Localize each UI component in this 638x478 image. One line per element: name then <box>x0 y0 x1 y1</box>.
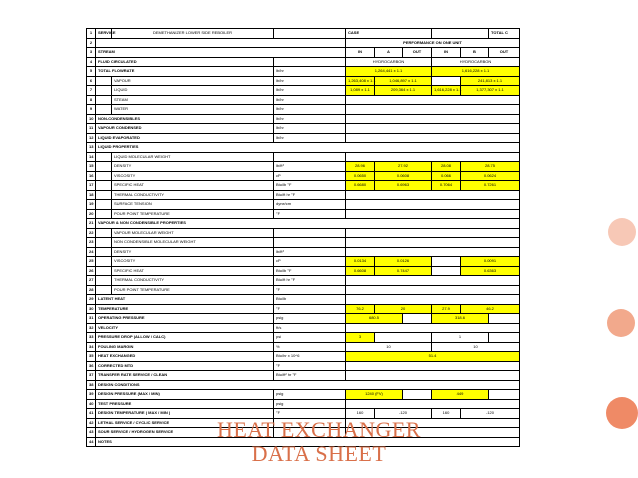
performance-label: PERFORMANCE ON ONE UNIT <box>346 38 520 48</box>
blank-cell <box>346 276 520 286</box>
value-out-b: 28.75 <box>461 162 520 172</box>
unit-cell: Btu/lb <box>274 295 346 305</box>
row-label: NON-CONDENSIBLES <box>96 114 274 124</box>
decorative-circle-mid <box>607 309 635 337</box>
table-row <box>87 390 520 400</box>
slide-title <box>0 418 638 466</box>
table-row <box>87 86 520 96</box>
header-row-3 <box>87 48 520 58</box>
value-in-b <box>432 76 461 86</box>
data-sheet-table <box>86 28 520 447</box>
row-number: 41 <box>87 409 96 419</box>
row-number: 36 <box>87 361 96 371</box>
value-b: 318.6 <box>432 314 489 324</box>
row-label: STEAM <box>112 95 274 105</box>
heat-exchanged-value: 51.4 <box>346 352 520 362</box>
table-row <box>87 333 520 343</box>
blank-cell <box>346 361 520 371</box>
blank-cell <box>346 133 520 143</box>
table-row <box>87 257 520 267</box>
row-number: 11 <box>87 124 96 134</box>
blank-cell <box>96 152 112 162</box>
unit-cell: ft/s <box>274 323 346 333</box>
design-temp-out-a: -120 <box>375 409 432 419</box>
unit-cell: lb/hr <box>274 105 346 115</box>
row-label: POUR POINT TEMPERATURE <box>112 285 274 295</box>
fouling-b: 10 <box>432 342 520 352</box>
blank-cell <box>489 333 520 343</box>
table-row <box>87 190 520 200</box>
section-heading: DESIGN CONDITIONS <box>96 380 520 390</box>
blank-cell <box>403 390 432 400</box>
blank-cell <box>96 247 112 257</box>
value-out-b: 0.6363 <box>461 266 520 276</box>
blank-cell <box>403 314 432 324</box>
unit-cell: psi <box>274 333 346 343</box>
table-row <box>87 219 520 229</box>
row-number: 5 <box>87 67 96 77</box>
unit-cell: °F <box>274 361 346 371</box>
value-in-b <box>432 257 461 267</box>
row-number: 21 <box>87 219 96 229</box>
unit-cell: °F <box>274 409 346 419</box>
value-out-b: 241,813 x 1.1 <box>461 76 520 86</box>
row-label: THERMAL CONDUCTIVITY <box>112 276 274 286</box>
unit-cell: Btu/ft² hr °F <box>274 371 346 381</box>
unit-cell: lb/hr <box>274 67 346 77</box>
row-number: 13 <box>87 143 96 153</box>
service-label: SERVICE <box>96 29 112 39</box>
out-b-header: OUT <box>489 48 520 58</box>
row-label: SOUR SERVICE / HYDROGEN SERVICE <box>96 428 274 438</box>
total-label: TOTAL C <box>489 29 520 39</box>
row-number: 14 <box>87 152 96 162</box>
in-b-header: IN <box>432 48 461 58</box>
table-row <box>87 105 520 115</box>
table-row <box>87 76 520 86</box>
table-row <box>87 342 520 352</box>
row-number: 17 <box>87 181 96 191</box>
value-a: 1240 (FV) <box>346 390 403 400</box>
blank-cell <box>96 257 112 267</box>
unit-cell: lb/hr <box>274 114 346 124</box>
decorative-circle-light <box>608 218 636 246</box>
unit-cell: dyne/cm <box>274 200 346 210</box>
row-number: 44 <box>87 437 96 447</box>
allow-a: 3 <box>346 333 375 343</box>
unit-cell <box>274 57 346 67</box>
row-label: DESIGN TEMPERATURE ( MAX / MIN ) <box>96 409 274 419</box>
row-number: 43 <box>87 428 96 438</box>
blank-cell <box>346 105 520 115</box>
stream-label: STREAM <box>96 48 346 58</box>
row-number: 37 <box>87 371 96 381</box>
value-out-b: 0.0091 <box>461 257 520 267</box>
row-label: HEAT EXCHANGED <box>96 352 274 362</box>
value-out-a: 209,364 x 1.1 <box>375 86 432 96</box>
row-label: THERMAL CONDUCTIVITY <box>112 190 274 200</box>
unit-cell: Btu/hr x 10^6 <box>274 352 346 362</box>
row-number: 1 <box>87 29 96 39</box>
row-label: FOULING MARGIN <box>96 342 274 352</box>
value-in-b: 27.9 <box>432 304 461 314</box>
row-number: 12 <box>87 133 96 143</box>
row-label: LIQUID MOLECULAR WEIGHT <box>112 152 274 162</box>
table-row <box>87 228 520 238</box>
section-heading: VAPOUR & NON CONDENSIBLE PROPERTIES <box>96 219 520 229</box>
row-number: 7 <box>87 86 96 96</box>
row-number: 30 <box>87 304 96 314</box>
row-label: VISCOSITY <box>112 257 274 267</box>
blank-cell <box>489 390 520 400</box>
value-in-a: 0.6608 <box>346 266 375 276</box>
row-label: VAPOUR MOLECULAR WEIGHT <box>112 228 274 238</box>
value-in-a: 1,263,408 x 1.1 <box>346 76 375 86</box>
value-in-b: 0.7064 <box>432 181 461 191</box>
table-row <box>87 323 520 333</box>
unit-cell: cP <box>274 171 346 181</box>
unit-cell: Btu/ft hr °F <box>274 276 346 286</box>
value-in-a: 0.0650 <box>346 171 375 181</box>
table-row <box>87 285 520 295</box>
row-number: 9 <box>87 105 96 115</box>
table-row <box>87 304 520 314</box>
unit-cell: lb/hr <box>274 76 346 86</box>
row-number: 26 <box>87 266 96 276</box>
row-label: PRESSURE DROP (ALLOW / CALC) <box>96 333 274 343</box>
value-in-a: 28.96 <box>346 162 375 172</box>
row-label: SPECIFIC HEAT <box>112 266 274 276</box>
blank-cell <box>346 285 520 295</box>
row-number: 19 <box>87 200 96 210</box>
row-label: LIQUID <box>112 86 274 96</box>
row-number: 38 <box>87 380 96 390</box>
table-row <box>87 238 520 248</box>
row-number: 35 <box>87 352 96 362</box>
blank-cell <box>346 95 520 105</box>
table-row <box>87 124 520 134</box>
unit-cell: psig <box>274 399 346 409</box>
unit-cell: lb/hr <box>274 133 346 143</box>
unit-cell: % <box>274 342 346 352</box>
blank-cell <box>432 29 489 39</box>
unit-cell: °F <box>274 209 346 219</box>
value-in-b: 1,616,228 x 1.1 <box>432 86 461 96</box>
row-number: 29 <box>87 295 96 305</box>
value-out-a: 0.0126 <box>375 257 432 267</box>
slide-title-line-2: DATA SHEET <box>251 441 387 466</box>
table-row <box>87 380 520 390</box>
row-number: 32 <box>87 323 96 333</box>
blank-cell <box>96 200 112 210</box>
blank-cell <box>96 86 112 96</box>
row-label: POUR POINT TEMPERATURE <box>112 209 274 219</box>
value-out-a: 0.7447 <box>375 266 432 276</box>
row-number: 25 <box>87 257 96 267</box>
value-out-b: 0.0624 <box>461 171 520 181</box>
unit-cell: °F <box>274 304 346 314</box>
row-number: 31 <box>87 314 96 324</box>
header-row-2 <box>87 38 520 48</box>
blank-cell <box>346 200 520 210</box>
unit-cell: lb/hr <box>274 86 346 96</box>
unit-cell: cP <box>274 257 346 267</box>
value-a: 680.5 <box>346 314 403 324</box>
row-number: 8 <box>87 95 96 105</box>
row-label: OPERATING PRESSURE <box>96 314 274 324</box>
table-row <box>87 266 520 276</box>
value-in-a: 1,089 x 1.1 <box>346 86 375 96</box>
table-row <box>87 152 520 162</box>
service-value: DEMETHANIZER LOWER SIDE REBOILER <box>112 29 274 39</box>
row-label: LETHAL SERVICE / CYCLIC SERVICE <box>96 418 274 428</box>
value-out-a: 1,046,897 x 1.1 <box>375 76 432 86</box>
row-number: 39 <box>87 390 96 400</box>
table-row <box>87 399 520 409</box>
table-row <box>87 133 520 143</box>
table-row <box>87 371 520 381</box>
fluid-a: HYDROCARBON <box>346 57 432 67</box>
value-out-a: 20 <box>375 304 432 314</box>
row-label: CORRECTED MTD <box>96 361 274 371</box>
value-in-a: 76.2 <box>346 304 375 314</box>
blank-cell <box>96 266 112 276</box>
blank-cell <box>346 371 520 381</box>
row-number: 20 <box>87 209 96 219</box>
value-out-b: 1,377,307 x 1.1 <box>461 86 520 96</box>
table-row <box>87 361 520 371</box>
row-label: LIQUID EVAPORATED <box>96 133 274 143</box>
blank-cell <box>346 295 520 305</box>
unit-cell: Btu/ft hr °F <box>274 190 346 200</box>
row-label: VAPOUR CONDENSED <box>96 124 274 134</box>
table-row <box>87 200 520 210</box>
row-label: VAPOUR <box>112 76 274 86</box>
blank-cell <box>346 323 520 333</box>
table-row <box>87 143 520 153</box>
b-header: B <box>461 48 489 58</box>
value-in-a: 0.6680 <box>346 181 375 191</box>
row-number: 10 <box>87 114 96 124</box>
value-in-b <box>432 266 461 276</box>
table-row <box>87 295 520 305</box>
row-label: DENSITY <box>112 162 274 172</box>
table-row <box>87 276 520 286</box>
blank-cell <box>375 333 432 343</box>
blank-cell <box>96 209 112 219</box>
row-label: SPECIFIC HEAT <box>112 181 274 191</box>
section-heading: NOTES <box>96 437 520 447</box>
unit-cell: Btu/lb °F <box>274 181 346 191</box>
table-row <box>87 114 520 124</box>
blank-cell <box>96 76 112 86</box>
blank-cell <box>96 285 112 295</box>
blank-cell <box>96 95 112 105</box>
blank-cell <box>274 29 346 39</box>
fluid-b: HYDROCARBON <box>432 57 520 67</box>
row-number: 3 <box>87 48 96 58</box>
blank-cell <box>96 105 112 115</box>
row-label: TRANSFER RATE SERVICE / CLEAN <box>96 371 274 381</box>
row-number: 22 <box>87 228 96 238</box>
blank-cell <box>96 190 112 200</box>
row-label: DESIGN PRESSURE (MAX / MIN) <box>96 390 274 400</box>
a-header: A <box>375 48 403 58</box>
blank-cell <box>489 314 520 324</box>
flowrate-a: 1,264,441 x 1.1 <box>346 67 432 77</box>
blank-cell <box>346 124 520 134</box>
blank-cell <box>346 228 520 238</box>
unit-cell: lb/ft³ <box>274 247 346 257</box>
blank-cell <box>96 38 346 48</box>
row-number: 2 <box>87 38 96 48</box>
design-temp-in-b: 160 <box>432 409 461 419</box>
row-number: 28 <box>87 285 96 295</box>
table-row <box>87 171 520 181</box>
unit-cell: Btu/lb °F <box>274 266 346 276</box>
row-number: 33 <box>87 333 96 343</box>
row-number: 18 <box>87 190 96 200</box>
row-number: 40 <box>87 399 96 409</box>
unit-cell <box>274 228 346 238</box>
blank-cell <box>96 162 112 172</box>
blank-cell <box>96 181 112 191</box>
row-number: 27 <box>87 276 96 286</box>
allow-b: 1 <box>432 333 489 343</box>
value-in-b: 28.08 <box>432 162 461 172</box>
row-number: 4 <box>87 57 96 67</box>
blank-cell <box>96 228 112 238</box>
blank-cell <box>346 247 520 257</box>
value-out-a: 27.92 <box>375 162 432 172</box>
header-row-1 <box>87 29 520 39</box>
unit-cell: psig <box>274 314 346 324</box>
unit-cell: °F <box>274 285 346 295</box>
case-label: CASE <box>346 29 432 39</box>
row-label: DENSITY <box>112 247 274 257</box>
flowrate-b: 1,616,228 x 1.1 <box>432 67 520 77</box>
design-temp-in-a: 160 <box>346 409 375 419</box>
out-a-header: OUT <box>403 48 432 58</box>
blank-cell <box>346 399 520 409</box>
table-row <box>87 57 520 67</box>
value-in-a: 0.0134 <box>346 257 375 267</box>
unit-cell <box>274 238 346 248</box>
row-number: 15 <box>87 162 96 172</box>
value-out-a: 0.0608 <box>375 171 432 181</box>
row-number: 6 <box>87 76 96 86</box>
in-a-header: IN <box>346 48 375 58</box>
unit-cell: psig <box>274 390 346 400</box>
row-label: WATER <box>112 105 274 115</box>
row-label: NON CONDENSIBLE MOLECULAR WEIGHT <box>112 238 274 248</box>
blank-cell <box>96 238 112 248</box>
value-out-b: 0.7261 <box>461 181 520 191</box>
table-row <box>87 314 520 324</box>
blank-cell <box>96 171 112 181</box>
row-number: 16 <box>87 171 96 181</box>
unit-cell <box>274 152 346 162</box>
row-label: SURFACE TENSION <box>112 200 274 210</box>
row-label: VELOCITY <box>96 323 274 333</box>
row-label: TEST PRESSURE <box>96 399 274 409</box>
value-out-b: 46.2 <box>461 304 520 314</box>
blank-cell <box>96 276 112 286</box>
row-number: 42 <box>87 418 96 428</box>
row-label: FLUID CIRCULATED <box>96 57 274 67</box>
blank-cell <box>346 238 520 248</box>
table-row <box>87 162 520 172</box>
row-number: 34 <box>87 342 96 352</box>
unit-cell: lb/ft³ <box>274 162 346 172</box>
row-label: LATENT HEAT <box>96 295 274 305</box>
section-heading: LIQUID PROPERTIES <box>96 143 520 153</box>
blank-cell <box>346 152 520 162</box>
slide-title-line-1: HEAT EXCHANGER <box>217 417 421 442</box>
blank-cell <box>346 209 520 219</box>
blank-cell <box>346 190 520 200</box>
unit-cell: lb/hr <box>274 95 346 105</box>
value-b: 449 <box>432 390 489 400</box>
table-row <box>87 67 520 77</box>
row-label: TOTAL FLOWRATE <box>96 67 274 77</box>
row-number: 23 <box>87 238 96 248</box>
row-label: VISCOSITY <box>112 171 274 181</box>
fouling-a: 10 <box>346 342 432 352</box>
row-number: 24 <box>87 247 96 257</box>
value-in-b: 0.066 <box>432 171 461 181</box>
design-temp-out-b: -120 <box>461 409 520 419</box>
value-out-a: 0.6963 <box>375 181 432 191</box>
table-row <box>87 247 520 257</box>
table-row <box>87 209 520 219</box>
blank-cell <box>346 114 520 124</box>
table-row <box>87 181 520 191</box>
table-row <box>87 95 520 105</box>
row-label: TEMPERATURE <box>96 304 274 314</box>
table-row <box>87 352 520 362</box>
unit-cell: lb/hr <box>274 124 346 134</box>
